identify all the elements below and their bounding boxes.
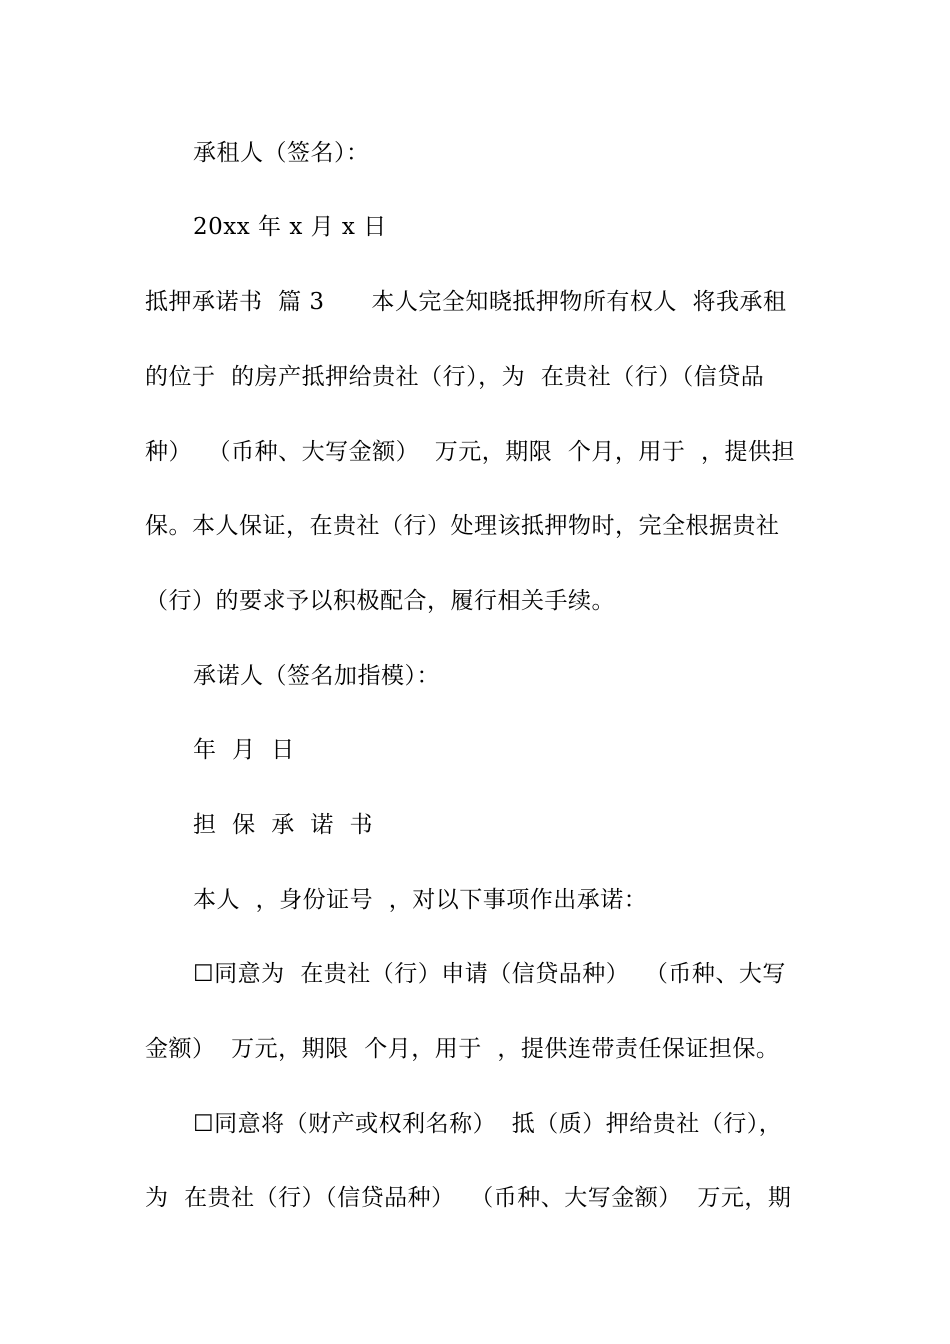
guarantee-option-1-line-1: ☐同意为 在贵社（行）申请（信贷品种） （币种、大写 <box>193 961 786 987</box>
guarantor-intro-line: 本人 ，身份证号 ，对以下事项作出承诺： <box>193 887 648 913</box>
guarantee-option-2-line-1: ☐同意将（财产或权利名称） 抵（质）押给贵社（行）， <box>193 1111 783 1137</box>
mortgage-commitment-paragraph-line-4: 保。本人保证，在贵社（行）处理该抵押物时，完全根据贵社 <box>145 513 780 539</box>
lessee-date-line: 20xx 年 x 月 x 日 <box>193 214 387 240</box>
promisor-signature-line: 承诺人（签名加指模）： <box>193 663 440 689</box>
mortgage-commitment-paragraph-line-5: （行）的要求予以积极配合，履行相关手续。 <box>145 588 615 614</box>
promisor-date-line: 年 月 日 <box>193 737 295 763</box>
mortgage-commitment-paragraph-line-2: 的位于 的房产抵押给贵社（行），为 在贵社（行）（信贷品 <box>145 364 765 390</box>
lessee-signature-line: 承租人（签名）： <box>193 140 370 166</box>
mortgage-commitment-paragraph-line-3: 种） （币种、大写金额） 万元，期限 个月，用于 ，提供担 <box>145 439 795 465</box>
guarantee-option-2-line-2: 为 在贵社（行）（信贷品种） （币种、大写金额） 万元，期 <box>145 1185 792 1211</box>
guarantee-letter-title: 担 保 承 诺 书 <box>193 812 373 838</box>
mortgage-commitment-paragraph-line-1: 抵押承诺书 篇 3 本人完全知晓抵押物所有权人 将我承租 <box>145 289 787 315</box>
guarantee-option-1-line-2: 金额） 万元，期限 个月，用于 ，提供连带责任保证担保。 <box>145 1036 780 1062</box>
